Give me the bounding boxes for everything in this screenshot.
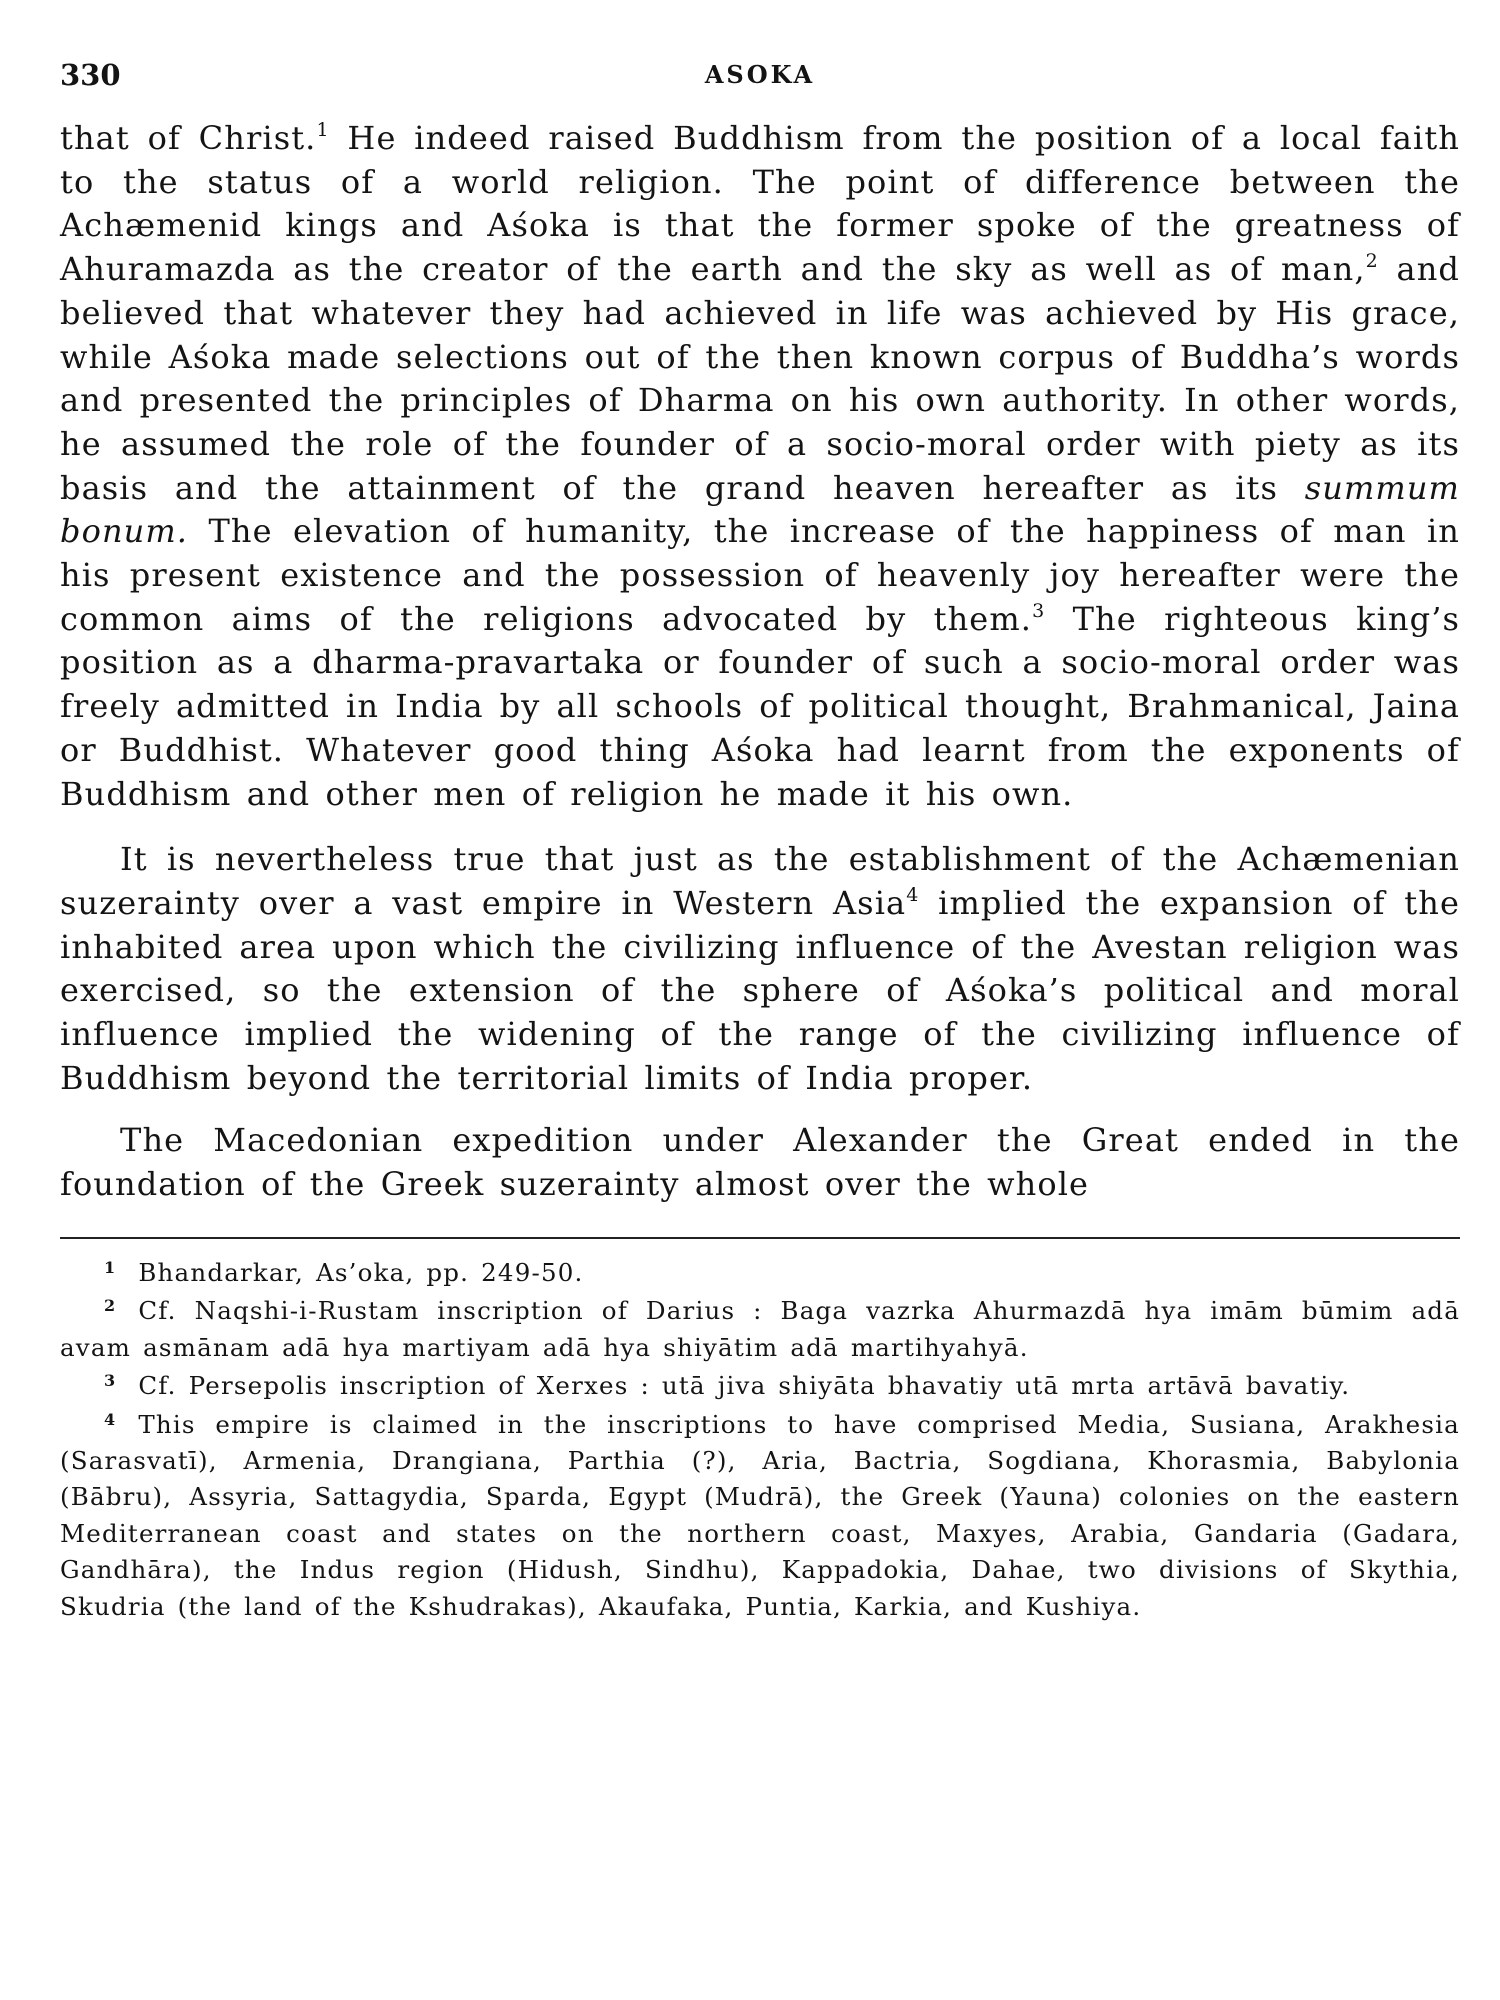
page-header [60, 55, 1460, 95]
text-run: The elevation of humanity, the increase of the happiness of man in his present existence and the possession of heavenly joy hereafter were the common aims of the religions advocated by them. [60, 512, 1460, 638]
text-run: The righteous king’s position as a dharma-pravartaka or founder of such a socio-moral order was freely admitted in India by all schools of political thought, Brahmanical, Jaina or Buddhist. Whatever good thing Aśoka had learnt from the exponents of Buddhism and other men of religion he made it his own. [60, 599, 1461, 813]
body-text [60, 117, 1460, 1207]
text-run: that of Christ. [60, 119, 317, 157]
running-head: ASOKA [704, 60, 816, 89]
book-page [60, 55, 1460, 1625]
footnote-text: Bhandarkar, As’oka, pp. 249-50. [138, 1257, 584, 1287]
footnote-3 [60, 1368, 1460, 1404]
text-run: It is nevertheless true that just as the establishment of the Achæmenian suzerainty over a vast empire in Western Asia [60, 840, 1460, 922]
footnote-2 [60, 1293, 1460, 1366]
footnote-text: This empire is claimed in the inscriptions to have comprised Media, Susiana, Arakhesia (Sarasvatī), Armenia, Drangiana, Parthia (?), Aria, Bactria, Sogdiana, Khorasmia, Babylonia (Bābru), Assyria, Sattagydia, Sparda, Egypt (Mudrā), the Greek (Yauna) colonies on the eastern Mediterranean coast and states on the northern coast, Maxyes, Arabia, Gandaria (Gadara, Gandhāra), the Indus region (Hidush, Sindhu), Kappadokia, Dahae, two divisions of Skythia, Skudria (the land of the Kshudrakas), Akaufaka, Puntia, Karkia, and Kushiya. [60, 1409, 1460, 1621]
footnote-4 [60, 1407, 1460, 1625]
paragraph-1 [60, 117, 1460, 816]
footnote-ref-4: 4 [906, 883, 920, 906]
footnote-number: 4 [104, 1409, 117, 1429]
paragraph-2 [60, 838, 1460, 1100]
footnote-1 [60, 1255, 1460, 1291]
page-number: 330 [60, 58, 121, 92]
italic-phrase: summum bonum. [60, 468, 1460, 551]
footnote-text: Cf. Naqshi-i-Rustam inscription of Darius : Baga vazrka Ahurmazdā hya imām būmim adā avam asmānam adā hya martiyam adā hya shiyātim adā martihyahyā. [60, 1296, 1460, 1362]
footnote-number: 1 [104, 1257, 117, 1277]
footnote-text: Cf. Persepolis inscription of Xerxes : utā jiva shiyāta bhavatiy utā mrta artāvā bavatiy. [138, 1371, 1351, 1401]
footnote-number: 2 [104, 1296, 117, 1316]
footnote-ref-1: 1 [316, 119, 330, 141]
text-run: He indeed raised Buddhism from the position of a local faith to the status of a world religion. The point of difference between the Achæmenid kings and Aśoka is that the former spoke of the greatness of Ahuramazda as the creator of the earth and the sky as well as of man, [60, 119, 1460, 289]
footnote-ref-3: 3 [1032, 599, 1046, 622]
paragraph-3: The Macedonian expedition under Alexander the Great ended in the foundation of the Greek suzerainty almost over the whole [60, 1121, 1460, 1204]
text-run: and believed that whatever they had achieved in life was achieved by His grace, while Aśoka made selections out of the then known corpus of Buddha’s words and presented the principles of Dharma on his own authority. In other words, he assumed the role of the founder of a socio-moral order with piety as its basis and the attainment of the grand heaven hereafter as its [60, 250, 1460, 507]
footnote-ref-2: 2 [1365, 250, 1379, 273]
footnote-number: 3 [104, 1371, 117, 1391]
text-run: implied the expansion of the inhabited area upon which the civilizing influence of the Avestan religion was exercised, so the extension of the sphere of Aśoka’s political and moral influence implied the widening of the range of the civilizing influence of Buddhism beyond the territorial limits of India proper. [60, 883, 1461, 1097]
footnote-rule [60, 1237, 1460, 1239]
footnotes [60, 1255, 1460, 1625]
